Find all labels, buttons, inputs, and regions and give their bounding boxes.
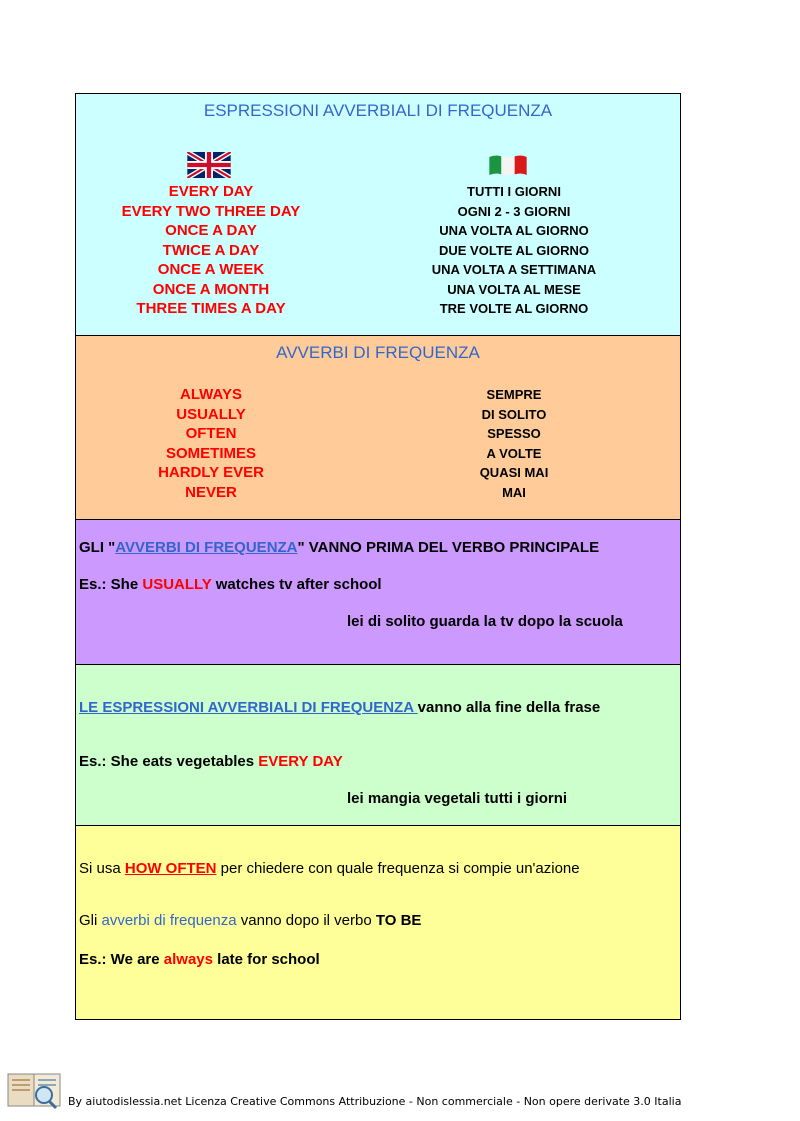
to-be-rule-sentence: Gli avverbi di frequenza vanno dopo il verbo TO BE (79, 912, 422, 929)
adverbs-link[interactable]: AVVERBI DI FREQUENZA (115, 539, 298, 556)
list-item: TRE VOLTE AL GIORNO (439, 301, 589, 316)
section-how-often-and-to-be (76, 826, 680, 1019)
example-sentence: Es.: We are always late for school (79, 951, 320, 968)
list-item: EVERY TWO THREE DAY (121, 202, 301, 220)
list-item: MAI (502, 484, 526, 500)
list-item: UNA VOLTA AL GIORNO (439, 223, 589, 238)
rule-sentence: GLI "AVVERBI DI FREQUENZA" VANNO PRIMA DEL VERBO PRINCIPALE (79, 539, 600, 556)
italy-flag-icon (488, 152, 528, 178)
section-title: ESPRESSIONI AVVERBIALI DI FREQUENZA (203, 101, 553, 120)
adverbs-highlight: avverbi di frequenza (101, 912, 237, 929)
section-adverb-position-rule (76, 520, 680, 665)
example-translation: lei mangia vegetali tutti i giorni (347, 790, 568, 807)
italian-adverbs-list (404, 385, 624, 502)
rule-sentence: LE ESPRESSIONI AVVERBIALI DI FREQUENZA vanno alla fine della frase (79, 699, 601, 716)
list-item: THREE TIMES A DAY (136, 300, 286, 317)
list-item: A VOLTE (486, 445, 542, 461)
license-credit: By aiutodislessia.net Licenza Creative Commons Attribuzione - Non commerciale - Non opere derivate 3.0 Italia (68, 1095, 682, 1108)
list-item: OGNI 2 - 3 GIORNI (457, 203, 571, 219)
example-sentence: Es.: She eats vegetables EVERY DAY (79, 753, 343, 770)
list-item: DI SOLITO (481, 406, 547, 422)
list-item: SEMPRE (486, 387, 542, 402)
list-item: UNA VOLTA AL MESE (447, 281, 581, 297)
english-adverbs-list (111, 385, 311, 502)
italian-expressions-list (404, 182, 624, 319)
highlighted-adverb: always (163, 951, 213, 968)
example-translation: lei di solito guarda la tv dopo la scuola (347, 613, 623, 630)
how-often-sentence: Si usa HOW OFTEN per chiedere con quale frequenza si compie un'azione (79, 860, 580, 877)
uk-flag-icon (187, 152, 231, 178)
expressions-link[interactable]: LE ESPRESSIONI AVVERBIALI DI FREQUENZA (79, 699, 418, 716)
to-be-keyword: TO BE (375, 912, 422, 929)
list-item: HARDLY EVER (158, 464, 264, 481)
list-item: EVERY DAY (168, 183, 254, 200)
section-expression-position-rule (76, 665, 680, 826)
list-item: UNA VOLTA A SETTIMANA (431, 262, 597, 277)
list-item: NEVER (185, 483, 237, 501)
section-frequency-adverbs (76, 336, 680, 520)
highlighted-expression: EVERY DAY (258, 753, 343, 770)
english-expressions-list (111, 182, 311, 319)
list-item: ONCE A WEEK (157, 261, 265, 278)
list-item: TWICE A DAY (162, 241, 260, 259)
frequency-adverbs-table (75, 93, 681, 1020)
highlighted-adverb: USUALLY (142, 576, 212, 593)
list-item: OFTEN (185, 425, 237, 442)
book-logo-icon (6, 1070, 64, 1110)
section-adverbial-expressions (76, 94, 680, 336)
list-item: SOMETIMES (165, 444, 256, 462)
list-item: ONCE A MONTH (152, 280, 270, 298)
section-title: AVVERBI DI FREQUENZA (276, 343, 480, 362)
list-item: SPESSO (487, 426, 541, 441)
list-item: TUTTI I GIORNI (467, 184, 561, 199)
list-item: DUE VOLTE AL GIORNO (439, 242, 589, 258)
list-item: QUASI MAI (479, 465, 549, 480)
footer (0, 1066, 800, 1121)
how-often-keyword: HOW OFTEN (124, 860, 217, 877)
list-item: USUALLY (176, 405, 246, 423)
list-item: ONCE A DAY (165, 222, 257, 239)
example-sentence: Es.: She USUALLY watches tv after school (79, 576, 382, 593)
list-item: ALWAYS (180, 386, 242, 403)
